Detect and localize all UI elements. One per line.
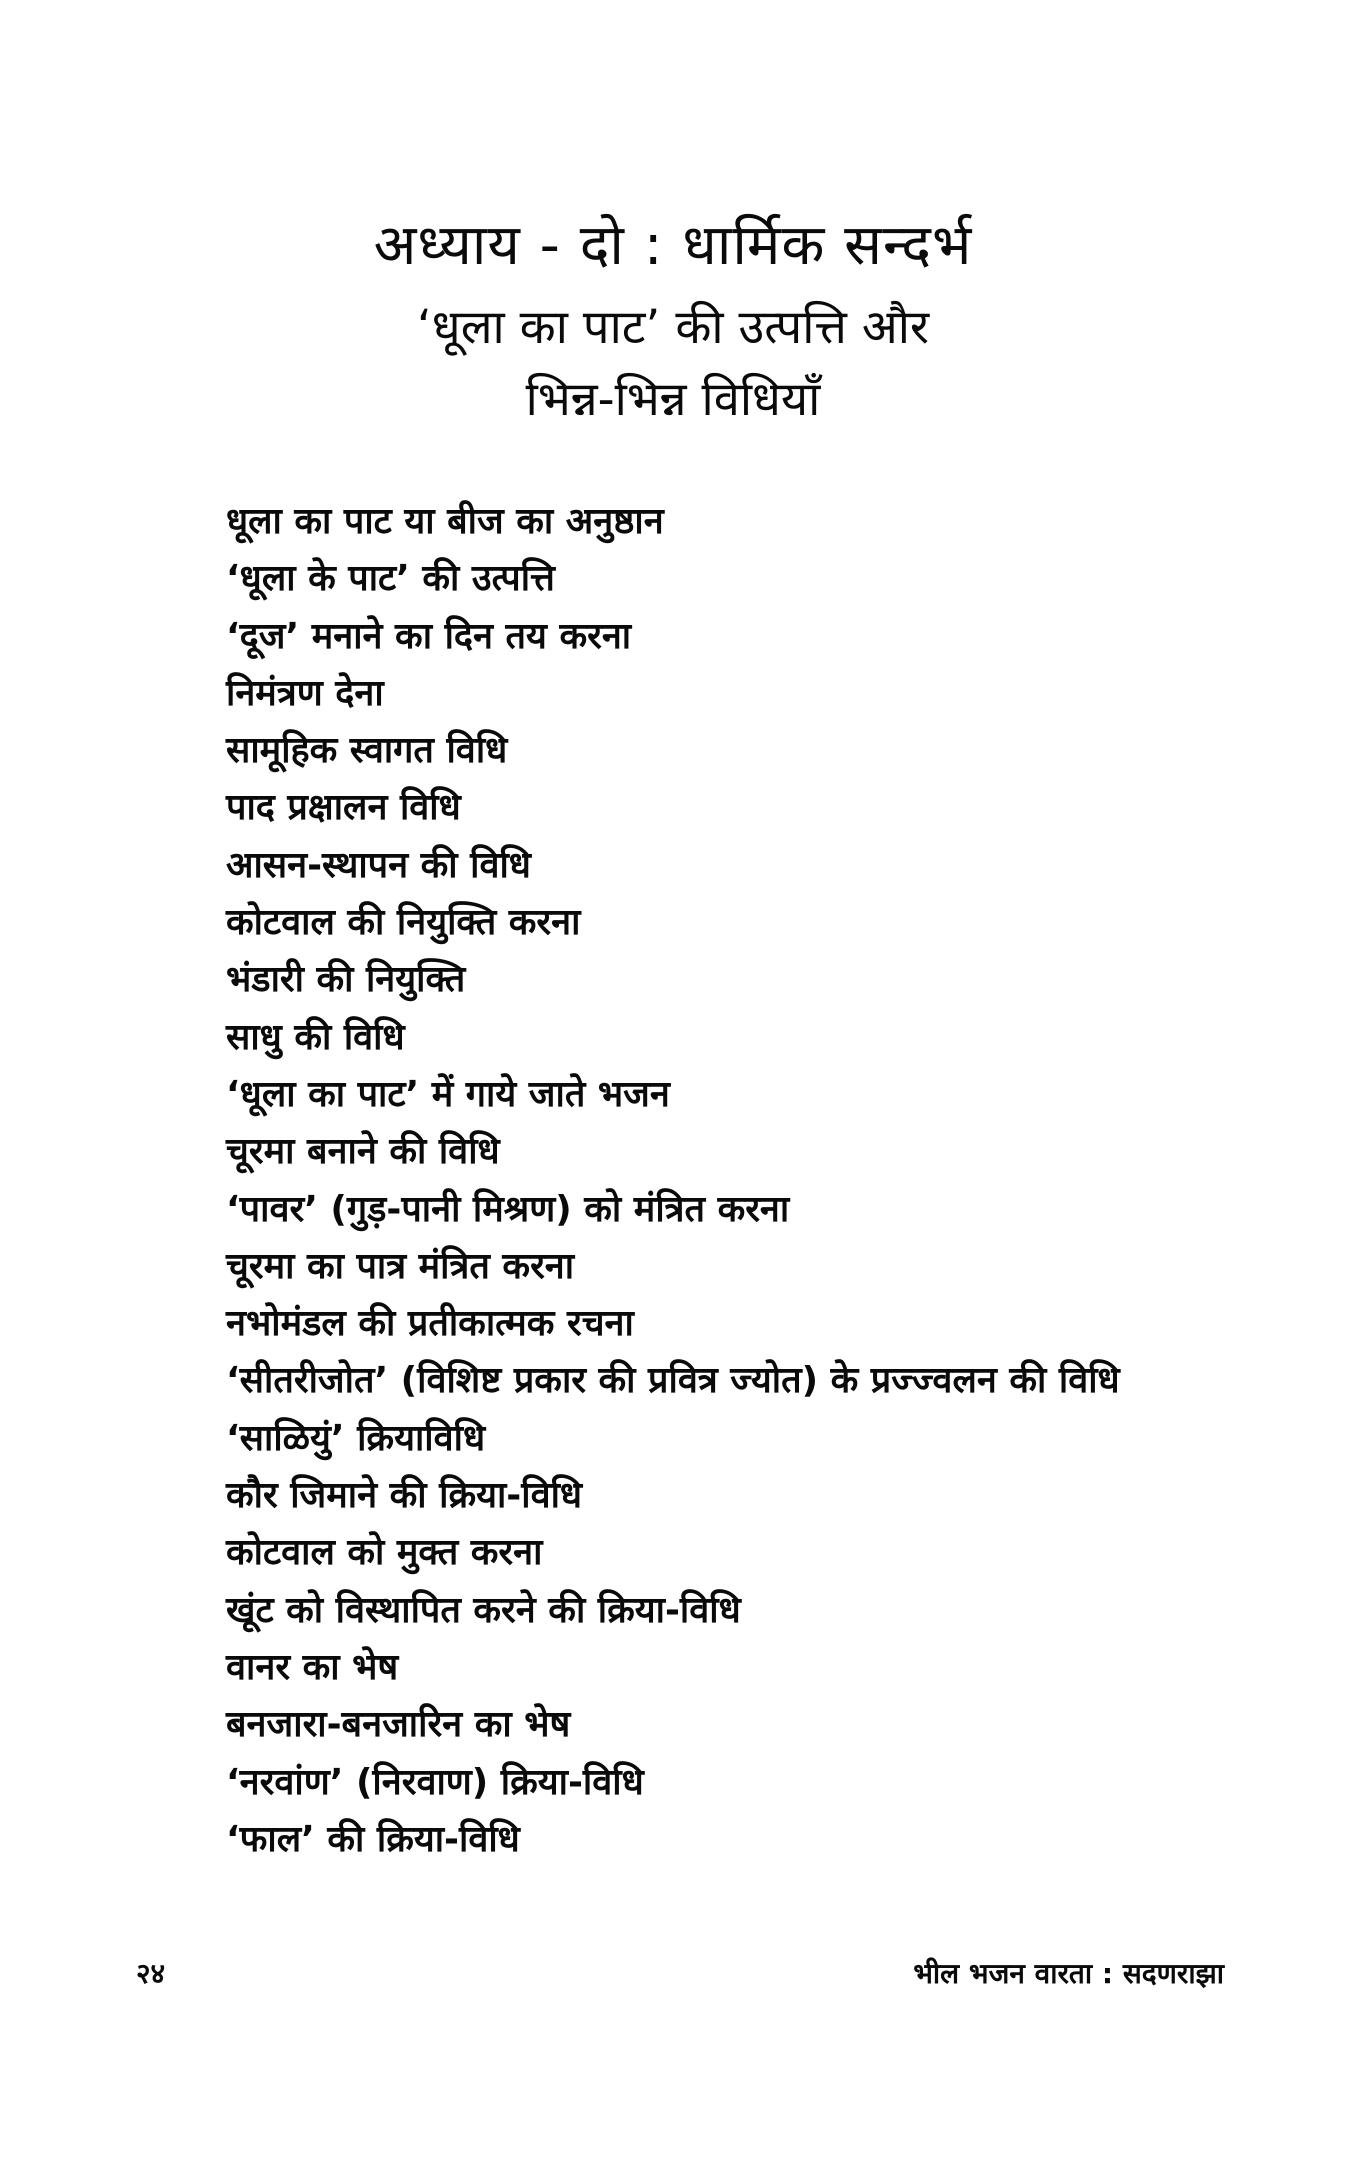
topic-item: धूला का पाट या बीज का अनुष्ठान (226, 501, 664, 542)
chapter-title: अध्याय - दो : धार्मिक सन्दर्भ (373, 213, 973, 278)
topic-item: बनजारा-बनजारिन का भेष (226, 1704, 571, 1746)
topic-item: सामूहिक स्वागत विधि (226, 730, 508, 772)
topic-item: कोटवाल को मुक्त करना (226, 1532, 543, 1574)
page-number: २४ (136, 1957, 166, 1990)
topic-item: ‘धूला के पाट’ की उत्पत्ति (226, 558, 555, 600)
topic-item: चूरमा का पात्र मंत्रित करना (226, 1245, 575, 1287)
running-head: भील भजन वारता : सदणराझा (913, 1957, 1224, 1990)
topic-item: कोटवाल की नियुक्ति करना (226, 902, 581, 944)
topic-item: ‘धूला का पाट’ में गाये जाते भजन (226, 1073, 670, 1115)
topic-item: ‘साळियुं’ क्रियाविधि (226, 1417, 486, 1459)
topic-item: खूंट को विस्थापित करने की क्रिया-विधि (226, 1589, 741, 1631)
topic-item: पाद प्रक्षालन विधि (226, 787, 461, 829)
topic-item: ‘फाल’ की क्रिया-विधि (226, 1818, 520, 1860)
topic-item: ‘पावर’ (गुड़-पानी मिश्रण) को मंत्रित करना (226, 1188, 790, 1230)
topic-item: भंडारी की नियुक्ति (226, 959, 466, 1001)
chapter-subtitle-line-1: ‘धूला का पाट’ की उत्पत्ति और (416, 300, 930, 355)
topic-item: वानर का भेष (226, 1646, 399, 1688)
topic-item: साधु की विधि (226, 1016, 405, 1058)
topic-item: ‘दूज’ मनाने का दिन तय करना (226, 615, 632, 657)
topic-item: आसन-स्थापन की विधि (226, 844, 531, 886)
topic-item: चूरमा बनाने की विधि (226, 1131, 500, 1173)
chapter-subtitle-line-2: भिन्न-भिन्न विधियाँ (525, 372, 821, 427)
topic-item: कौर जिमाने की क्रिया-विधि (226, 1475, 583, 1517)
topic-item: नभोमंडल की प्रतीकात्मक रचना (226, 1303, 634, 1345)
topic-item: ‘नरवांण’ (निरवाण) क्रिया-विधि (226, 1761, 644, 1803)
topic-list (226, 493, 1286, 1868)
topic-item: निमंत्रण देना (226, 672, 384, 714)
topic-item: ‘सीतरीजोत’ (विशिष्ट प्रकार की प्रवित्र ज्योत) के प्रज्ज्वलन की विधि (226, 1360, 1120, 1402)
